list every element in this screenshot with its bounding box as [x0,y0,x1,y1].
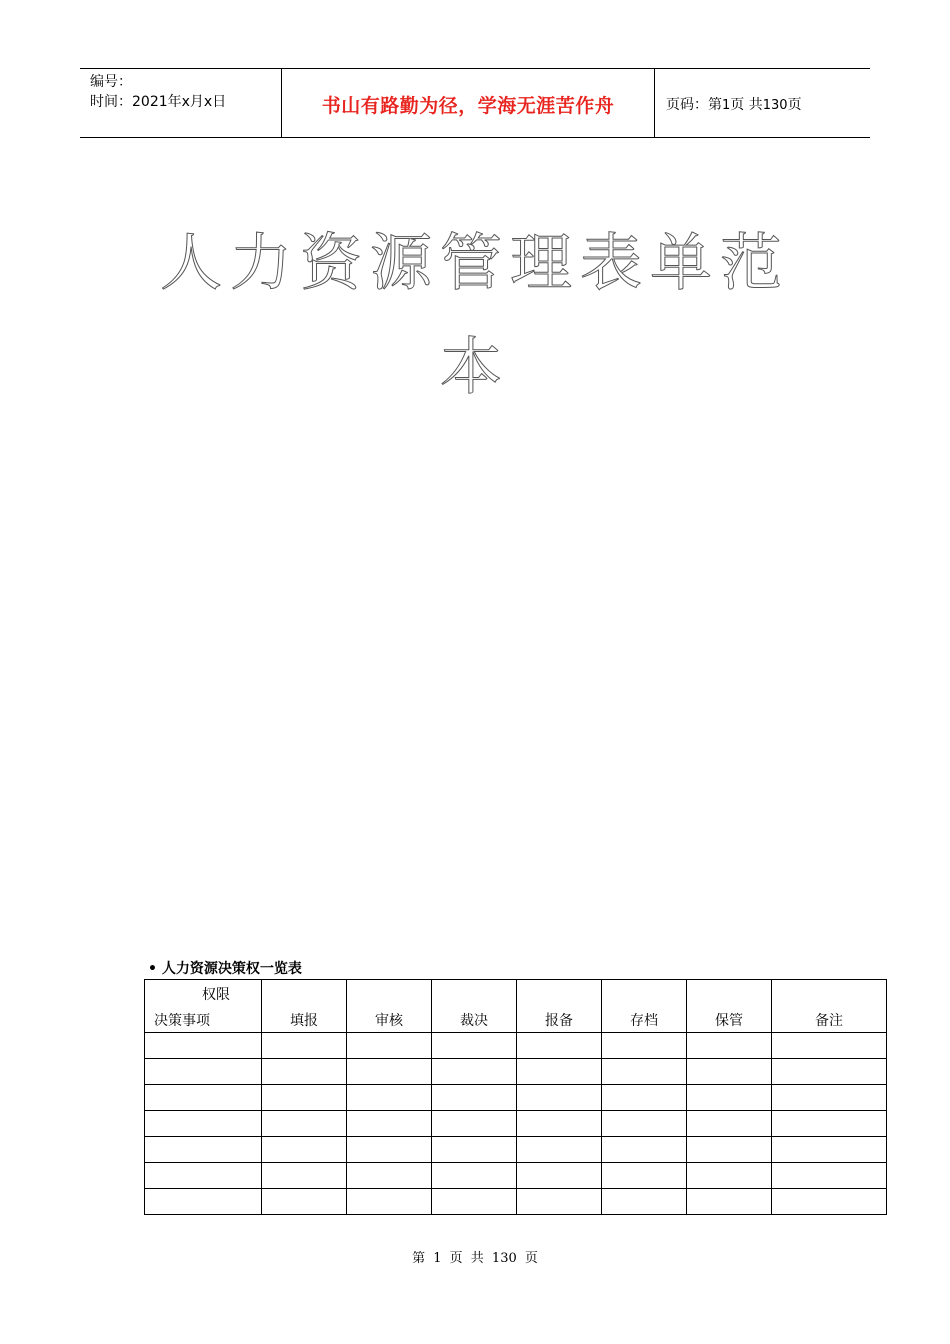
table-cell [262,1033,347,1059]
table-cell [347,1033,432,1059]
header-meta [90,72,226,112]
table-cell [687,1111,772,1137]
table-row [145,1059,887,1085]
table-cell [145,1189,262,1215]
table-row [145,1137,887,1163]
table-body [145,1033,887,1215]
table-row [145,1163,887,1189]
table-cell [347,1111,432,1137]
column-header: 裁决 [432,980,517,1033]
table-cell [262,1163,347,1189]
table-cell [262,1085,347,1111]
table-cell [145,1163,262,1189]
table-header-row [145,980,887,1033]
table-cell [687,1163,772,1189]
table-cell [687,1059,772,1085]
table-row [145,1189,887,1215]
table-cell [432,1189,517,1215]
table-cell [347,1059,432,1085]
table-cell [772,1137,887,1163]
table-cell [347,1163,432,1189]
page-header [80,68,870,138]
table-cell [602,1085,687,1111]
table-cell [602,1033,687,1059]
document-title-line-2: 本 [439,330,510,403]
table-row [145,1111,887,1137]
header-page-number: 页码：第1页 共130页 [666,97,802,113]
table-row [145,1033,887,1059]
table-cell [432,1085,517,1111]
table-cell [772,1033,887,1059]
column-header: 备注 [772,980,887,1033]
table-cell [432,1033,517,1059]
table-cell [772,1189,887,1215]
table-cell [145,1111,262,1137]
table-cell [517,1189,602,1215]
table-cell [517,1033,602,1059]
table-cell [347,1189,432,1215]
table-cell [602,1137,687,1163]
header-divider [654,69,655,137]
time-label: 时间：2021年x月x日 [90,94,227,110]
table-cell [262,1059,347,1085]
table-cell [772,1163,887,1189]
section-title: • 人力资源决策权一览表 [148,961,302,977]
table-cell [687,1033,772,1059]
table-cell [602,1163,687,1189]
table-cell [772,1111,887,1137]
table-cell [432,1111,517,1137]
column-header: 保管 [687,980,772,1033]
table-cell [145,1137,262,1163]
table-cell [262,1111,347,1137]
column-header: 审核 [347,980,432,1033]
page-footer: 第 1 页 共 130 页 [412,1251,538,1266]
column-header: 报备 [517,980,602,1033]
table-cell [145,1085,262,1111]
corner-top-label: 权限 [202,987,230,1003]
table-cell [687,1085,772,1111]
table-cell [687,1189,772,1215]
table-cell [517,1111,602,1137]
table-cell [432,1137,517,1163]
table-cell [517,1085,602,1111]
table-cell [262,1189,347,1215]
document-title-line-1: 人力资源管理表单范 [159,226,790,299]
table-cell [262,1137,347,1163]
header-motto: 书山有路勤为径，学海无涯苦作舟 [321,95,615,117]
table-cell [772,1085,887,1111]
table-cell [602,1189,687,1215]
table-cell [602,1111,687,1137]
table-cell [347,1137,432,1163]
table-corner-cell [145,980,262,1033]
table-cell [145,1059,262,1085]
column-header: 填报 [262,980,347,1033]
number-label: 编号： [90,74,132,90]
table-cell [772,1059,887,1085]
table-cell [517,1163,602,1189]
table-cell [517,1137,602,1163]
table-cell [347,1085,432,1111]
table-cell [602,1059,687,1085]
table-cell [517,1059,602,1085]
table-cell [687,1137,772,1163]
table-row [145,1085,887,1111]
table-cell [145,1033,262,1059]
table-cell [432,1059,517,1085]
decision-rights-table [144,979,887,1215]
column-header: 存档 [602,980,687,1033]
corner-bottom-label: 决策事项 [154,1013,210,1029]
table-cell [432,1163,517,1189]
